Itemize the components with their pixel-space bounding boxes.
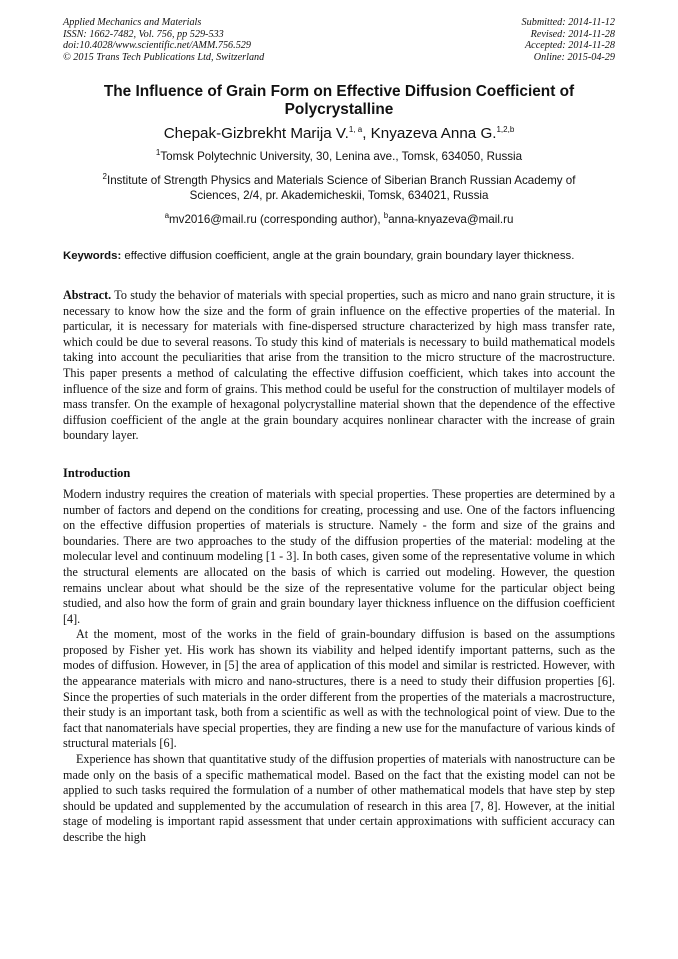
revised-date: Revised: 2014-11-28 [530, 28, 615, 40]
doi: doi:10.4028/www.scientific.net/AMM.756.529 [63, 40, 251, 52]
email-text: mv2016@mail.ru (corresponding author), [169, 212, 384, 226]
keywords-label: Keywords: [63, 250, 122, 262]
abstract [63, 288, 615, 444]
online-date: Online: 2015-04-29 [533, 51, 615, 63]
paragraph: Experience has shown that quantitative study of the diffusion properties of materials with nanostructure can be made only on the basis of a specific mathematical model. Based on the fact that the existing model can not be applied to such tasks required the formulation of a number of other mathematical models that have step by step should be updated and supplemented by the accumulation of research in this area [7, 8]. However, at the initial stage of modeling is important rapid assessment that under certain approximations with sufficient accuracy can describe the high [63, 752, 615, 844]
submitted-date: Submitted: 2014-11-12 [521, 17, 615, 28]
paragraph: Modern industry requires the creation of materials with special properties. These properties are determined by a number of factors and depend on the conditions for creating, processing and use. One of the factors influencing on the effective diffusion properties of materials is structure. Namely - the form and size of the grains and boundaries. There are two approaches to the study of the diffusion properties of the material: modeling at the molecular level and continuum modeling [1 - 3]. In both cases, given some of the representative volume in which the structural elements are allocated on the basis of which is carried out modeling. However, the question remains unclear about what should be the size of the representative volume for the particular object being studied, and also how the form of grain and grain boundary layer thickness influence on the diffusion coefficient [4]. [63, 486, 615, 626]
paper-title: The Influence of Grain Form on Effective Diffusion Coefficient of Polycrystalline [103, 83, 575, 118]
author-affiliation-marker: 1,2,b [496, 124, 515, 134]
keywords [63, 249, 615, 264]
email-text: anna-knyazeva@mail.ru [388, 212, 514, 226]
abstract-text: To study the behavior of materials with special properties, such as micro and nano grain structure, it is necessary to know how the size and the form of grain influence on the effective properties of the material. In particular, it is necessary for materials with fine-dispersed structure characterized by high mass transfer rate, which could be due to several reasons. To study this kind of materials is necessary to build mathematical models taking into account the peculiarities that arise from the transition to the micro structure of the macrostructure. This paper presents a method of calculating the effective diffusion coefficient, which takes into account the influence of the size and form of grains. This method could be useful for the construction of multilayer models of mass transfer. On the example of hexagonal polycrystalline material shown that the dependence of the effective diffusion coefficient of the angle at the grain boundary acquires nonlinear character with the increase of grain boundary layer. [63, 288, 615, 443]
journal-name: Applied Mechanics and Materials [63, 17, 202, 28]
issn-volume: ISSN: 1662-7482, Vol. 756, pp 529-533 [63, 28, 224, 40]
journal-header [63, 17, 615, 65]
affiliation-marker: 2 [102, 171, 107, 181]
keywords-text: effective diffusion coefficient, angle at the grain boundary, grain boundary layer thickness. [121, 250, 575, 262]
author-name: Chepak-Gizbrekht Marija V. [163, 125, 349, 142]
affiliation-text: Tomsk Polytechnic University, 30, Lenina ave., Tomsk, 634050, Russia [160, 150, 523, 163]
author-name: Knyazeva Anna G. [370, 125, 497, 142]
accepted-date: Accepted: 2014-11-28 [524, 40, 615, 52]
author-emails [63, 212, 615, 228]
introduction-body [63, 487, 615, 846]
affiliation-text: Institute of Strength Physics and Materials Science of Siberian Branch Russian Academy of Sciences, 2/4, pr. Akademicheskii, Tomsk, 634021, Russia [106, 173, 576, 202]
author-separator: , [362, 125, 371, 142]
author-list [63, 124, 615, 143]
publication-info [63, 17, 264, 63]
affiliation-marker: 1 [155, 148, 161, 158]
email-marker: b [383, 210, 389, 220]
email-marker: a [164, 210, 170, 220]
author-affiliation-marker: 1, a [348, 124, 363, 134]
affiliation-1 [63, 149, 615, 165]
copyright: © 2015 Trans Tech Publications Ltd, Switzerland [63, 51, 265, 63]
paragraph: At the moment, most of the works in the field of grain-boundary diffusion is based on the assumptions proposed by Fisher yet. His work has shown its viability and helped identify important patterns, such as the modes of diffusion. However, in [5] the area of application of this model and similar is restricted. However, with the appearance materials with micro and nano-structures, there is a need to study their diffusion properties [6]. Since the properties of such materials in the order different from the properties of the materials a macrostructure, their study is an important task, both from a scientific as well as with the technological point of view. Due to the fact that nanomaterials have special properties, they are finding a new use for the manufacture of various kinds of structural materials [6]. [63, 627, 615, 751]
abstract-label: Abstract. [63, 288, 112, 302]
section-heading: Introduction [63, 465, 131, 480]
publication-dates [522, 17, 615, 63]
affiliation-2 [63, 173, 615, 204]
